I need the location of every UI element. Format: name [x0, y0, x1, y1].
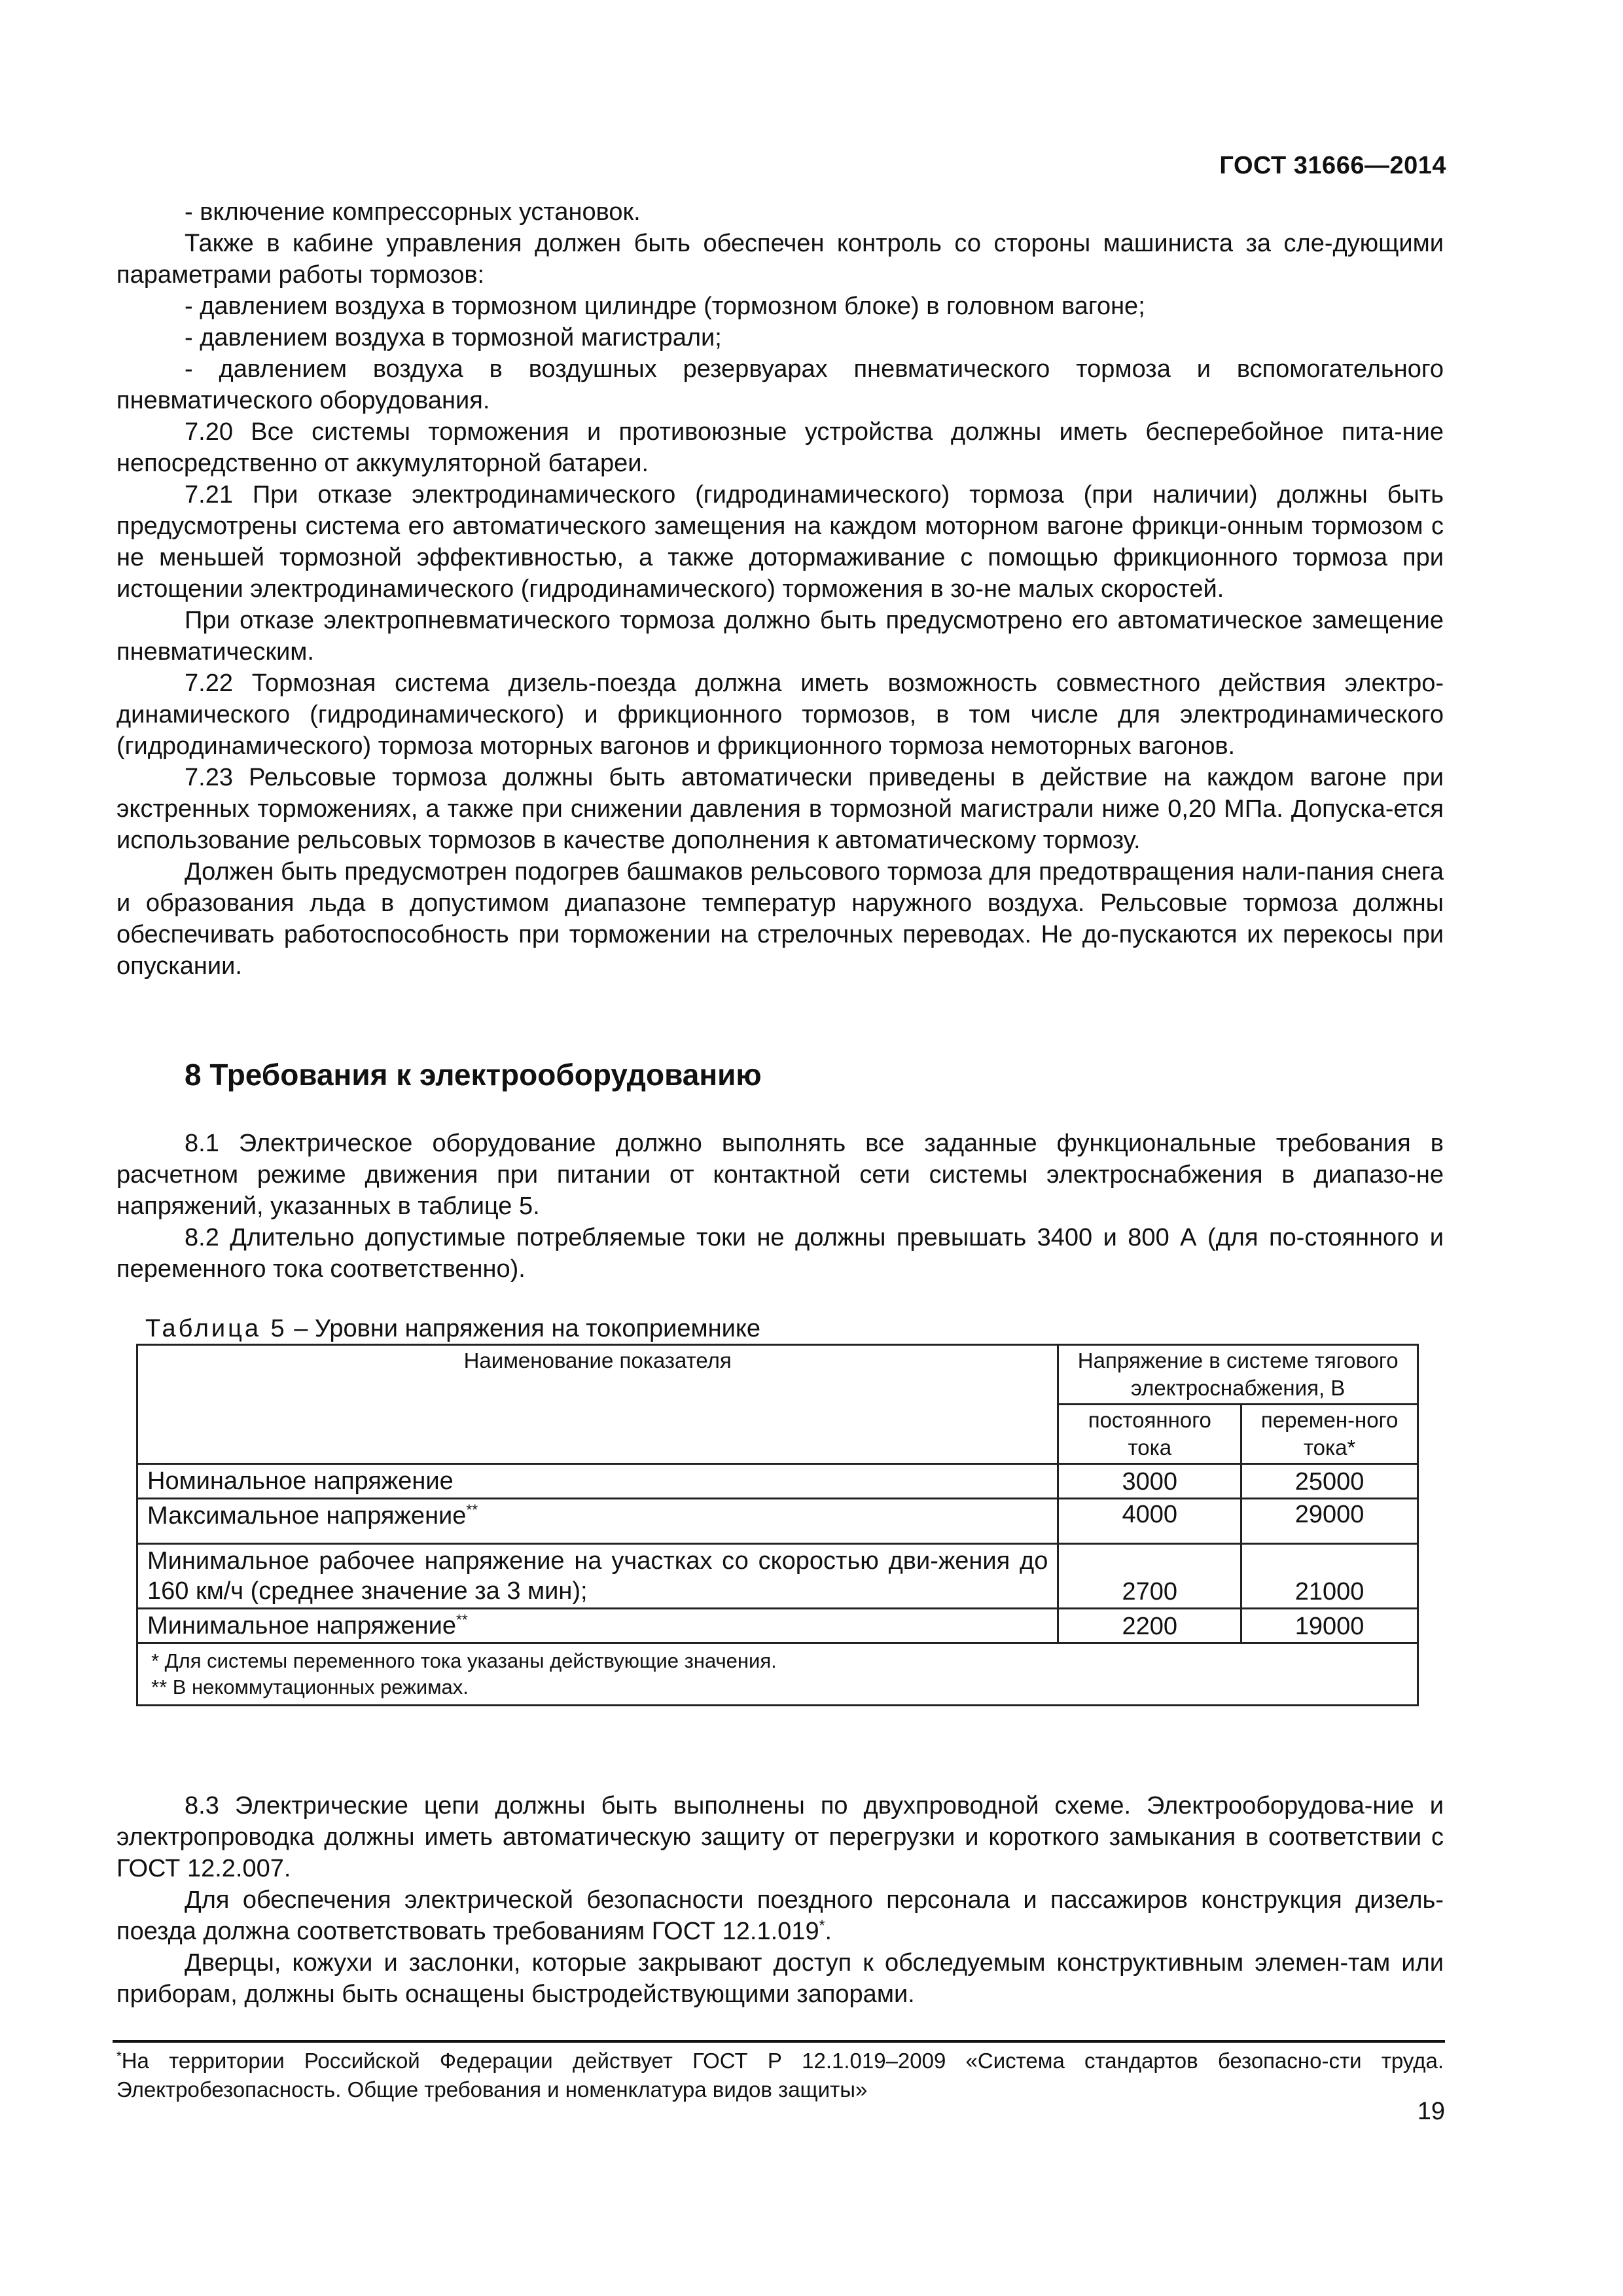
row-name: [137, 1499, 1058, 1544]
paragraph: При отказе электропневматического тормоза должно быть предусмотрено его автоматическое замещение пневматическим.: [116, 607, 1444, 666]
table-note: * Для системы переменного тока указаны действующие значения.: [151, 1649, 777, 1672]
table-caption-label: Таблица 5: [145, 1315, 287, 1342]
voltage-table: [136, 1344, 1419, 1706]
footnote: [116, 2047, 1444, 2104]
footnote-mark: *: [819, 1916, 825, 1934]
row-name-text: Номинальное напряжение: [147, 1467, 454, 1495]
paragraph: - давлением воздуха в тормозном цилиндре (тормозном блоке) в головном вагоне;: [185, 293, 1145, 320]
table-notes: [137, 1643, 1418, 1706]
row-name: [137, 1544, 1058, 1609]
cell-dc: 4000: [1058, 1499, 1241, 1544]
paragraph: Также в кабине управления должен быть обеспечен контроль со стороны машиниста за сле-дующими параметрами работы тормозов:: [116, 230, 1444, 289]
paragraph-7-20: 7.20 Все системы торможения и противоюзные устройства должны иметь бесперебойное пита-ние непосредственно от аккумуляторной батареи.: [116, 418, 1444, 477]
paragraph: - включение компрессорных установок.: [185, 198, 641, 226]
col-dc-header: постоянного тока: [1058, 1405, 1241, 1464]
row-name-text: Минимальное напряжение: [147, 1612, 457, 1640]
section-heading: 8 Требования к электрооборудованию: [185, 1058, 762, 1092]
table-header-row: [137, 1345, 1418, 1405]
paragraph-8-3: 8.3 Электрические цепи должны быть выполнены по двухпроводной схеме. Электрооборудова-ние и электропроводка должны иметь автоматическую защиту от перегрузки и короткого замыкания в соответствии с ГОСТ 12.2.007.: [116, 1792, 1444, 1882]
cell-dc: 2700: [1058, 1544, 1241, 1609]
page-number: 19: [1417, 2098, 1445, 2125]
col-group-header: Напряжение в системе тягового электроснабжения, В: [1058, 1345, 1418, 1405]
paragraph-safety-text: Для обеспечения электрической безопасности поездного персонала и пассажиров конструкция дизель-поезда должна соответствовать требованиям ГОСТ 12.1.019: [116, 1886, 1444, 1945]
cell-dc: 2200: [1058, 1609, 1241, 1643]
table-row: [137, 1609, 1418, 1643]
row-name-text: Максимальное напряжение: [147, 1502, 467, 1530]
table-row: [137, 1464, 1418, 1499]
col-ac-header: перемен-ного тока*: [1241, 1405, 1418, 1464]
table-row: [137, 1499, 1418, 1544]
paragraph-7-22: 7.22 Тормозная система дизель-поезда должна иметь возможность совместного действия электро-динамического (гидродинамического) и фрикционного тормозов, в том числе для электродинамического (гидродинамического) тормоза моторных вагонов и фрикционного тормоза немоторных вагонов.: [116, 670, 1444, 760]
paragraph: Должен быть предусмотрен подогрев башмаков рельсового тормоза для предотвращения нали-пания снега и образования льда в допустимом диапазоне температур наружного воздуха. Рельсовые тормоза должны обеспечивать работоспособность при торможении на стрелочных переводах. Не до-пускаются их перекосы при опускании.: [116, 858, 1444, 980]
row-name: [137, 1464, 1058, 1499]
table-notes-row: [137, 1643, 1418, 1706]
table-note: ** В некоммутационных режимах.: [151, 1676, 469, 1698]
paragraph-safety-end: .: [825, 1918, 832, 1945]
cell-ac: 25000: [1241, 1464, 1418, 1499]
footnote-mark: *: [116, 2049, 122, 2064]
body-text-mid: [116, 1128, 1444, 1285]
table-caption-text: – Уровни напряжения на токоприемнике: [287, 1315, 761, 1342]
footnote-text: На территории Российской Федерации действует ГОСТ Р 12.1.019–2009 «Система стандартов безопасно-сти труда. Электробезопасность. Общие требования и номенклатура видов защиты»: [116, 2049, 1444, 2102]
row-name: [137, 1609, 1058, 1643]
row-mark: **: [456, 1611, 468, 1628]
cell-ac: 29000: [1241, 1499, 1418, 1544]
cell-ac: 19000: [1241, 1609, 1418, 1643]
cell-ac: 21000: [1241, 1544, 1418, 1609]
body-text-top: [116, 196, 1444, 982]
table-row: [137, 1544, 1418, 1609]
cell-dc: 3000: [1058, 1464, 1241, 1499]
paragraph: - давлением воздуха в воздушных резервуарах пневматического тормоза и вспомогательного пневматического оборудования.: [116, 355, 1444, 414]
footnote-divider: [113, 2040, 1445, 2043]
paragraph-7-23: 7.23 Рельсовые тормоза должны быть автоматически приведены в действие на каждом вагоне при экстренных торможениях, а также при снижении давления в тормозной магистрали ниже 0,20 МПа. Допуска-ется использование рельсовых тормозов в качестве дополнения к автоматическому тормозу.: [116, 764, 1444, 854]
row-name-text: Минимальное рабочее напряжение на участках со скоростью дви-жения до 160 км/ч (среднее значение за 3 мин);: [147, 1547, 1048, 1605]
paragraph-doors: Дверцы, кожухи и заслонки, которые закрывают доступ к обследуемым конструктивным элемен-там или приборам, должны быть оснащены быстродействующими запорами.: [116, 1949, 1444, 2008]
col-name-header: Наименование показателя: [137, 1345, 1058, 1464]
paragraph-8-1: 8.1 Электрическое оборудование должно выполнять все заданные функциональные требования в расчетном режиме движения при питании от контактной сети системы электроснабжения в диапазо-не напряжений, указанных в таблице 5.: [116, 1130, 1444, 1220]
paragraph-7-21: 7.21 При отказе электродинамического (гидродинамического) тормоза (при наличии) должны быть предусмотрены система его автоматического замещения на каждом моторном вагоне фрикци-онным тормозом с не меньшей тормозной эффективностью, а также дотормаживание с помощью фрикционного тормоза при истощении электродинамического (гидродинамического) торможения в зо-не малых скоростей.: [116, 481, 1444, 603]
paragraph: - давлением воздуха в тормозной магистрали;: [185, 324, 722, 351]
paragraph-safety: [116, 1884, 1444, 1947]
document-number-header: ГОСТ 31666—2014: [1219, 152, 1446, 179]
table-caption: [145, 1315, 760, 1343]
paragraph-8-2: 8.2 Длительно допустимые потребляемые токи не должны превышать 3400 и 800 А (для по-стоянного и переменного тока соответственно).: [116, 1224, 1444, 1283]
body-text-bottom: [116, 1790, 1444, 2010]
row-mark: **: [466, 1501, 478, 1518]
